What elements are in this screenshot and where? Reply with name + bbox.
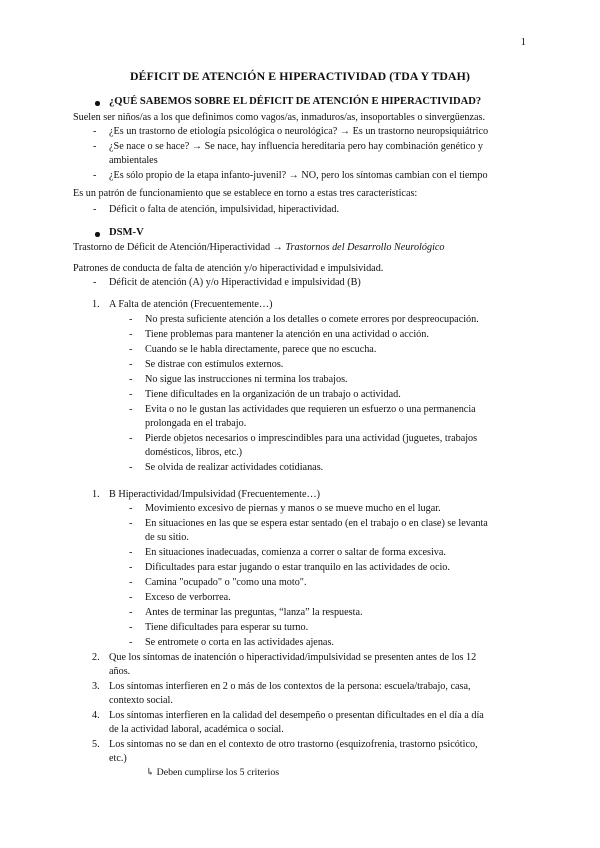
dash-marker: - xyxy=(129,374,133,385)
section1-item-2-cont: ambientales xyxy=(109,155,158,166)
criteria-B-item: En situaciones en las que se espera estar sentado (en el trabajo o en clase) se levanta xyxy=(145,518,488,529)
criterion-4-cont: de la actividad laboral, académica o social. xyxy=(109,724,284,735)
criteria-A-item-cont: domésticos, libros, etc.) xyxy=(145,447,243,458)
list-number-1: 1. xyxy=(92,489,100,500)
dash-marker: - xyxy=(129,503,133,514)
criteria-A-item-cont: prolongada en el trabajo. xyxy=(145,418,247,429)
page-number: 1 xyxy=(520,37,526,48)
section2-line1-italic: Trastornos del Desarrollo Neurológico xyxy=(285,242,445,253)
list-number-3: 3. xyxy=(92,681,100,692)
criteria-B-item-cont: de su sitio. xyxy=(145,532,189,543)
document-title: DÉFICIT DE ATENCIÓN E HIPERACTIVIDAD (TDA Y TDAH) xyxy=(130,69,470,83)
section2-heading: DSM-V xyxy=(109,227,144,238)
dash-marker: - xyxy=(129,592,133,603)
criterion-3: Los síntomas interfieren en 2 o más de los contextos de la persona: escuela/trabajo, casa, xyxy=(109,681,471,692)
bullet-dot xyxy=(95,101,100,106)
criterion-3-cont: contexto social. xyxy=(109,695,173,706)
dash-marker: - xyxy=(93,126,97,137)
list-number-4: 4. xyxy=(92,710,100,721)
dash-marker: - xyxy=(129,577,133,588)
criteria-B-item: Se entromete o corta en las actividades ajenas. xyxy=(145,637,334,648)
criteria-B-item: Movimiento excesivo de piernas y manos o se mueve mucho en el lugar. xyxy=(145,503,441,514)
criteria-B-item: Tiene dificultades para esperar su turno. xyxy=(145,622,309,633)
criteria-note: ↳ Deben cumplirse los 5 criterios xyxy=(146,767,280,778)
criterion-5: Los síntomas no se dan en el contexto de otro trastorno (esquizofrenia, trastorno psicótico, xyxy=(109,739,478,750)
dash-marker: - xyxy=(93,277,97,288)
criterion-2-cont: años. xyxy=(109,666,131,677)
criteria-A-title: A Falta de atención (Frecuentemente…) xyxy=(109,299,273,310)
dash-marker: - xyxy=(129,314,133,325)
dash-marker: - xyxy=(129,637,133,648)
criteria-B-item: Exceso de verborrea. xyxy=(145,592,231,603)
criteria-A-item: Se distrae con estímulos externos. xyxy=(145,359,284,370)
section2-line2: Patrones de conducta de falta de atención y/o hiperactividad e impulsividad. xyxy=(73,263,384,274)
section2-line1-prefix: Trastorno de Déficit de Atención/Hiperactividad → xyxy=(73,242,286,253)
list-number-1: 1. xyxy=(92,299,100,310)
criteria-B-item: En situaciones inadecuadas, comienza a correr o saltar de forma excesiva. xyxy=(145,547,446,558)
criteria-A-item: Evita o no le gustan las actividades que requieren un esfuerzo o una permanencia xyxy=(145,404,476,415)
criterion-5-cont: etc.) xyxy=(109,753,127,764)
section1-item-1: ¿Es un trastorno de etiología psicológica o neurológica? → Es un trastorno neuropsiquiátrico xyxy=(109,126,489,137)
criteria-B-item: Dificultades para estar jugando o estar tranquilo en las actividades de ocio. xyxy=(145,562,450,573)
section1-pattern-item: Déficit o falta de atención, impulsividad, hiperactividad. xyxy=(109,204,339,215)
dash-marker: - xyxy=(129,329,133,340)
criteria-A-item: Tiene dificultades en la organización de un trabajo o actividad. xyxy=(145,389,401,400)
criteria-B-item: Camina "ocupado" o "como una moto". xyxy=(145,577,307,588)
section1-item-2: ¿Se nace o se hace? → Se nace, hay influencia hereditaria pero hay combinación genético y xyxy=(109,141,483,152)
dash-marker: - xyxy=(93,204,97,215)
dash-marker: - xyxy=(129,344,133,355)
section1-item-3: ¿Es sólo propio de la etapa infanto-juvenil? → NO, pero los síntomas cambian con el tiempo xyxy=(109,170,488,181)
criteria-B-title: B Hiperactividad/Impulsividad (Frecuentemente…) xyxy=(109,489,321,500)
list-number-5: 5. xyxy=(92,739,100,750)
criteria-A-item: Pierde objetos necesarios o imprescindibles para una actividad (juguetes, trabajos xyxy=(145,433,478,444)
criterion-4: Los síntomas interfieren en la calidad del desempeño o presentan dificultades en el día a día xyxy=(109,710,484,721)
dash-marker: - xyxy=(129,404,133,415)
dash-marker: - xyxy=(129,622,133,633)
dash-marker: - xyxy=(129,562,133,573)
list-number-2: 2. xyxy=(92,652,100,663)
dash-marker: - xyxy=(129,433,133,444)
criteria-A-item: No presta suficiente atención a los detalles o comete errores por despreocupación. xyxy=(145,314,479,325)
dash-marker: - xyxy=(129,389,133,400)
dash-marker: - xyxy=(129,462,133,473)
criteria-B-item: Antes de terminar las preguntas, “lanza” la respuesta. xyxy=(145,607,363,618)
section2-line1 xyxy=(73,241,445,255)
dash-marker: - xyxy=(129,518,133,529)
section1-heading: ¿QUÉ SABEMOS SOBRE EL DÉFICIT DE ATENCIÓN E HIPERACTIVIDAD? xyxy=(109,96,482,107)
dash-marker: - xyxy=(93,170,97,181)
criterion-2: Que los síntomas de inatención o hiperactividad/impulsividad se presenten antes de los 12 xyxy=(109,652,477,663)
criteria-A-item: Se olvida de realizar actividades cotidianas. xyxy=(145,462,324,473)
criteria-A-item: No sigue las instrucciones ni termina los trabajos. xyxy=(145,374,348,385)
dash-marker: - xyxy=(129,547,133,558)
dash-marker: - xyxy=(129,607,133,618)
dash-marker: - xyxy=(129,359,133,370)
dash-marker: - xyxy=(93,141,97,152)
section2-line3: Déficit de atención (A) y/o Hiperactividad e impulsividad (B) xyxy=(109,277,361,288)
section1-intro: Suelen ser niños/as a los que definimos como vagos/as, inmaduros/as, insoportables o sinvergüenzas. xyxy=(73,112,486,123)
section1-pattern: Es un patrón de funcionamiento que se establece en torno a estas tres características: xyxy=(73,188,418,199)
bullet-dot xyxy=(95,232,100,237)
criteria-A-item: Tiene problemas para mantener la atención en una actividad o acción. xyxy=(145,329,429,340)
criteria-A-item: Cuando se le habla directamente, parece que no escucha. xyxy=(145,344,377,355)
